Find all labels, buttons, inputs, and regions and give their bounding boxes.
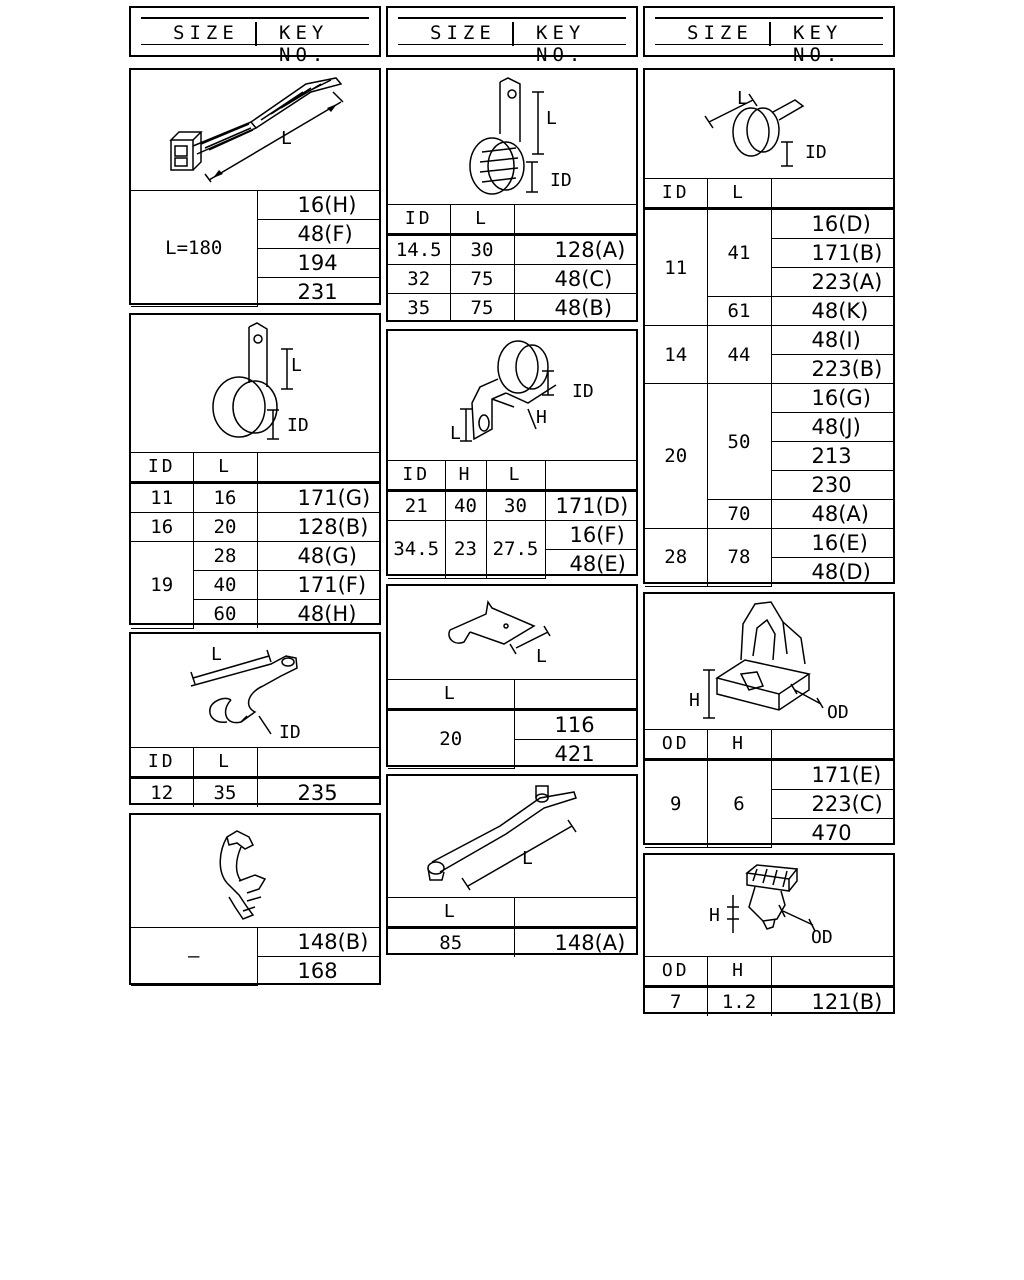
key-no-cell: 48(D) — [771, 558, 893, 587]
id-cell: 35 — [388, 294, 450, 323]
header-key-no: KEY NO. — [793, 22, 843, 66]
part-cable-tie — [129, 68, 381, 305]
table-row — [388, 928, 636, 958]
header-size: SIZE — [430, 22, 496, 44]
table-row — [388, 521, 636, 550]
clip-c-dim-od: OD — [827, 702, 849, 723]
col-header — [257, 453, 379, 483]
key-no-cell: 148(B) — [257, 928, 379, 957]
table-row — [645, 384, 893, 413]
table-header-row — [131, 453, 379, 483]
key-no-cell: 48(C) — [514, 265, 636, 294]
id-cell: 34.5 — [388, 521, 445, 579]
cable-tie-size: L=180 — [131, 191, 257, 307]
col-header — [257, 748, 379, 778]
col-header: L — [388, 680, 514, 710]
key-no-cell: 48(K) — [771, 297, 893, 326]
id-cell: 11 — [645, 209, 707, 326]
table-row — [131, 513, 379, 542]
clip-a-size: — — [131, 928, 257, 986]
l-cell: 61 — [707, 297, 771, 326]
col-header: L — [388, 898, 514, 928]
l-cell: 35 — [193, 778, 257, 808]
key-no-cell: 171(B) — [771, 239, 893, 268]
table-row — [131, 542, 379, 571]
key-no-cell: 48(F) — [257, 220, 379, 249]
header-key-no: KEY NO. — [536, 22, 586, 66]
part-clamp-d — [386, 329, 638, 576]
key-no-cell: 421 — [514, 740, 636, 769]
id-cell: 12 — [131, 778, 193, 808]
key-no-cell: 48(H) — [257, 600, 379, 629]
col-header: H — [707, 957, 771, 987]
table-row — [388, 265, 636, 294]
l-cell: 30 — [486, 491, 545, 521]
l-cell: 70 — [707, 500, 771, 529]
table-row — [131, 483, 379, 513]
clamp-a-drawing — [131, 315, 379, 452]
col-header: L — [193, 748, 257, 778]
h-cell: 40 — [445, 491, 486, 521]
table-row — [645, 209, 893, 239]
key-no-cell: 171(D) — [545, 491, 636, 521]
table-header-row — [388, 461, 636, 491]
l-cell: 20 — [388, 710, 514, 769]
clip-d-dim-od: OD — [811, 927, 833, 948]
col-header — [514, 205, 636, 235]
id-cell: 32 — [388, 265, 450, 294]
column-header-1 — [129, 6, 381, 66]
part-clamp-a — [129, 313, 381, 625]
cable-tie-dim-l: L — [281, 128, 292, 149]
key-no-cell: 168 — [257, 957, 379, 986]
clip-c-drawing — [645, 594, 893, 729]
id-cell: 20 — [645, 384, 707, 529]
l-cell: 78 — [707, 529, 771, 587]
id-cell: 11 — [131, 483, 193, 513]
part-clamp-e — [643, 68, 895, 584]
clamp-e-dim-id: ID — [805, 142, 827, 163]
key-no-cell: 470 — [771, 819, 893, 848]
key-no-cell: 194 — [257, 249, 379, 278]
clamp-b-drawing — [131, 634, 379, 747]
clamp-e-drawing — [645, 70, 893, 178]
key-no-cell: 235 — [257, 778, 379, 808]
id-cell: 21 — [388, 491, 445, 521]
col-header: L — [193, 453, 257, 483]
od-cell: 7 — [645, 987, 707, 1017]
clamp-b-dim-id: ID — [279, 722, 301, 743]
l-cell: 41 — [707, 209, 771, 297]
key-no-cell: 48(G) — [257, 542, 379, 571]
key-no-cell: 16(G) — [771, 384, 893, 413]
part-clip-a — [129, 813, 381, 985]
h-cell: 6 — [707, 760, 771, 848]
col-header: H — [707, 730, 771, 760]
clamp-a-dim-l: L — [291, 355, 302, 376]
key-no-cell: 116 — [514, 710, 636, 740]
key-no-cell: 223(B) — [771, 355, 893, 384]
table-row — [645, 529, 893, 558]
table-row — [388, 710, 636, 740]
l-cell: 75 — [450, 294, 514, 323]
table-header-row — [388, 205, 636, 235]
part-clip-c — [643, 592, 895, 845]
id-cell: 14 — [645, 326, 707, 384]
id-cell: 19 — [131, 542, 193, 629]
table-header-row — [131, 748, 379, 778]
clamp-d-dim-id: ID — [572, 381, 594, 402]
h-cell: 1.2 — [707, 987, 771, 1017]
col-header — [771, 957, 893, 987]
l-cell: 28 — [193, 542, 257, 571]
clamp-d-drawing — [388, 331, 636, 460]
col-header — [545, 461, 636, 491]
col-header: OD — [645, 957, 707, 987]
header-size: SIZE — [687, 22, 753, 44]
table-row — [388, 491, 636, 521]
col-header: L — [450, 205, 514, 235]
clamp-d-dim-h: H — [536, 407, 547, 428]
clamp-c-dim-l: L — [546, 108, 557, 129]
table-row — [131, 191, 379, 220]
l-cell: 85 — [388, 928, 514, 958]
l-cell: 60 — [193, 600, 257, 629]
col-header — [771, 730, 893, 760]
key-no-cell: 48(A) — [771, 500, 893, 529]
key-no-cell: 121(B) — [771, 987, 893, 1017]
key-no-cell: 128(A) — [514, 235, 636, 265]
table-header-row — [645, 957, 893, 987]
table-header-row — [388, 680, 636, 710]
key-no-cell: 16(E) — [771, 529, 893, 558]
col-header — [514, 680, 636, 710]
col-header: H — [445, 461, 486, 491]
header-key-no: KEY NO. — [279, 22, 329, 66]
part-band — [386, 774, 638, 955]
key-no-cell: 148(A) — [514, 928, 636, 958]
l-cell: 50 — [707, 384, 771, 500]
l-cell: 75 — [450, 265, 514, 294]
table-header-row — [645, 730, 893, 760]
clip-d-dim-h: H — [709, 905, 720, 926]
col-header: ID — [645, 179, 707, 209]
key-no-cell: 213 — [771, 442, 893, 471]
od-cell: 9 — [645, 760, 707, 848]
col-header — [771, 179, 893, 209]
key-no-cell: 171(F) — [257, 571, 379, 600]
l-cell: 16 — [193, 483, 257, 513]
column-header-3 — [643, 6, 895, 66]
key-no-cell: 16(D) — [771, 209, 893, 239]
table-row — [645, 760, 893, 790]
key-no-cell: 16(F) — [545, 521, 636, 550]
key-no-cell: 48(J) — [771, 413, 893, 442]
key-no-cell: 48(I) — [771, 326, 893, 355]
part-clamp-b — [129, 632, 381, 805]
part-clip-d — [643, 853, 895, 1014]
col-header: ID — [388, 205, 450, 235]
key-no-cell: 128(B) — [257, 513, 379, 542]
col-header: ID — [388, 461, 445, 491]
clamp-e-dim-l: L — [737, 88, 748, 109]
l-cell: 27.5 — [486, 521, 545, 579]
header-size: SIZE — [173, 22, 239, 44]
id-cell: 28 — [645, 529, 707, 587]
col-header: ID — [131, 453, 193, 483]
table-row — [131, 928, 379, 957]
cable-tie-drawing — [131, 70, 379, 191]
band-dim-l: L — [522, 848, 533, 869]
clip-c-dim-h: H — [689, 690, 700, 711]
l-cell: 20 — [193, 513, 257, 542]
l-cell: 44 — [707, 326, 771, 384]
table-row — [388, 294, 636, 323]
table-header-row — [388, 898, 636, 928]
part-clip-b — [386, 584, 638, 767]
key-no-cell: 223(A) — [771, 268, 893, 297]
band-drawing — [388, 776, 636, 897]
clip-a-drawing — [131, 815, 379, 928]
key-no-cell: 223(C) — [771, 790, 893, 819]
key-no-cell: 231 — [257, 278, 379, 307]
clip-d-drawing — [645, 855, 893, 956]
key-no-cell: 230 — [771, 471, 893, 500]
key-no-cell: 16(H) — [257, 191, 379, 220]
col-header: L — [486, 461, 545, 491]
clamp-c-dim-id: ID — [550, 170, 572, 191]
col-header: OD — [645, 730, 707, 760]
key-no-cell: 171(E) — [771, 760, 893, 790]
table-row — [645, 326, 893, 355]
clamp-c-drawing — [388, 70, 636, 204]
l-cell: 40 — [193, 571, 257, 600]
l-cell: 30 — [450, 235, 514, 265]
clamp-b-dim-l: L — [211, 644, 222, 665]
column-header-2 — [386, 6, 638, 66]
h-cell: 23 — [445, 521, 486, 579]
table-row — [131, 778, 379, 808]
id-cell: 14.5 — [388, 235, 450, 265]
key-no-cell: 48(E) — [545, 550, 636, 579]
key-no-cell: 48(B) — [514, 294, 636, 323]
col-header: ID — [131, 748, 193, 778]
clip-b-drawing — [388, 586, 636, 679]
id-cell: 16 — [131, 513, 193, 542]
col-header: L — [707, 179, 771, 209]
part-clamp-c — [386, 68, 638, 322]
key-no-cell: 171(G) — [257, 483, 379, 513]
clamp-d-dim-l: L — [450, 423, 461, 444]
col-header — [514, 898, 636, 928]
table-header-row — [645, 179, 893, 209]
clip-b-dim-l: L — [536, 646, 547, 667]
table-row — [388, 235, 636, 265]
table-row — [645, 987, 893, 1017]
clamp-a-dim-id: ID — [287, 415, 309, 436]
